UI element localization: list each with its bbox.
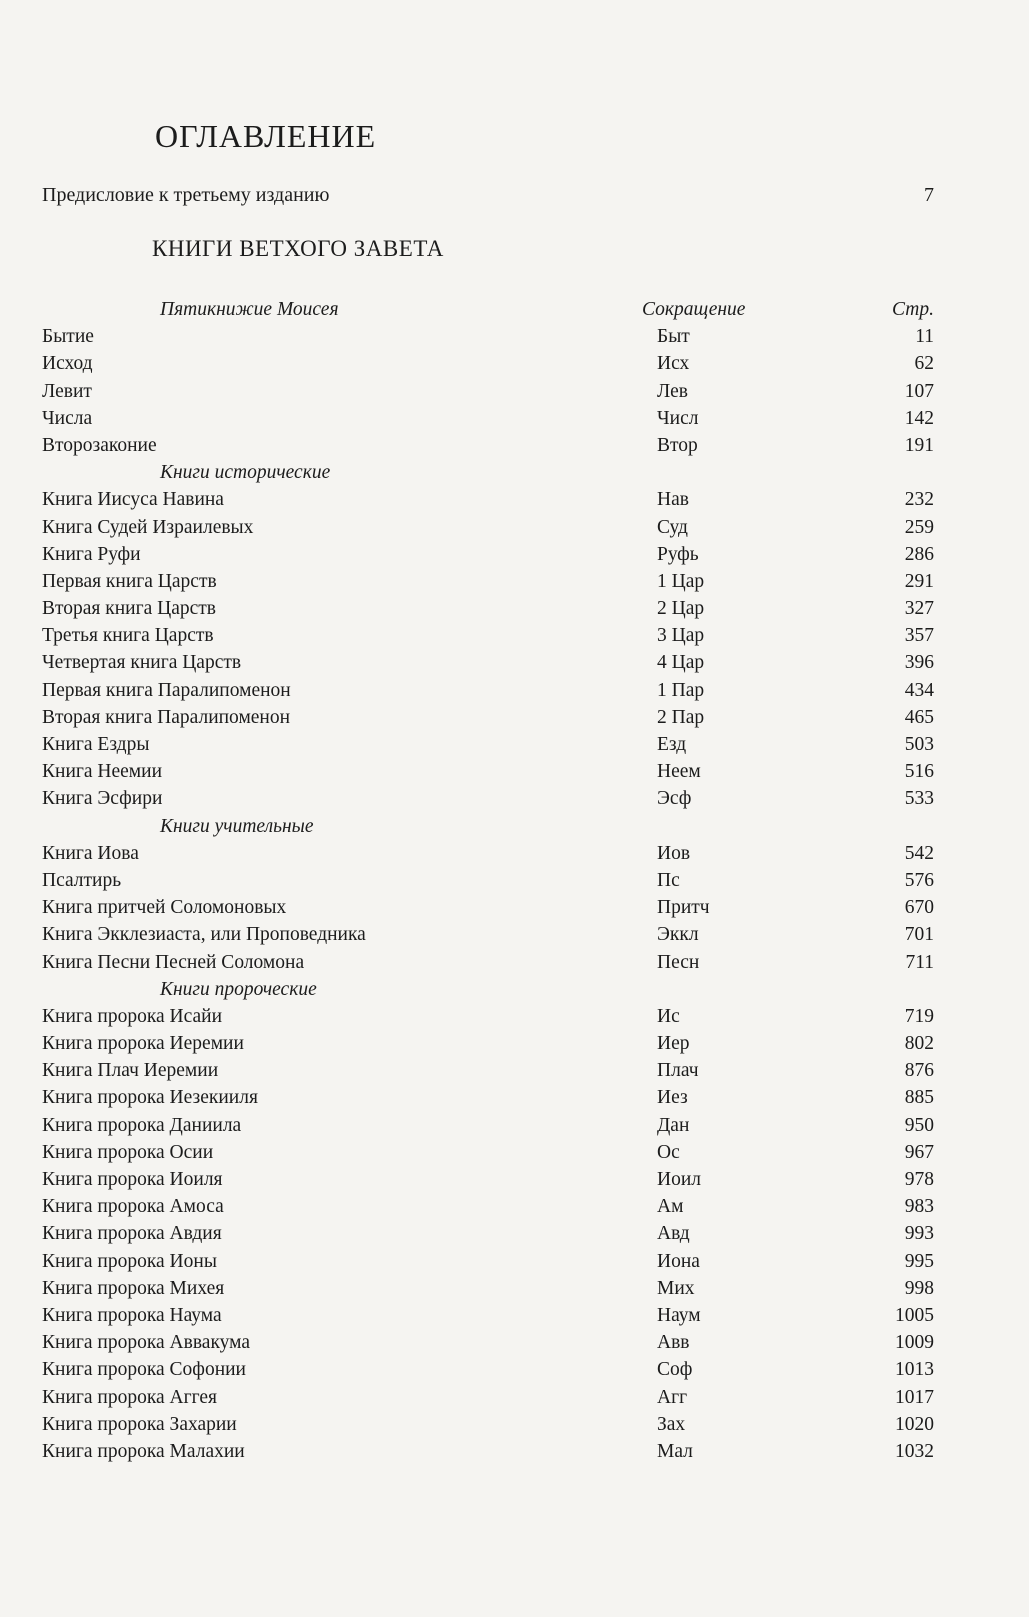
toc-entry[interactable]	[42, 568, 934, 595]
toc-entry[interactable]	[42, 1275, 934, 1302]
column-header-abbreviation: Сокращение	[642, 299, 746, 320]
book-title: Книга пророка Осии	[42, 1141, 214, 1163]
toc-entry[interactable]	[42, 649, 934, 676]
book-page-number: 1013	[895, 1359, 934, 1381]
book-abbreviation: Пс	[657, 869, 680, 891]
toc-entry[interactable]	[42, 486, 934, 513]
book-abbreviation: Втор	[657, 434, 698, 456]
book-title: Второзаконие	[42, 434, 157, 456]
book-page-number: 1032	[895, 1440, 934, 1462]
book-page-number: 62	[914, 353, 934, 375]
book-abbreviation: Исх	[657, 353, 690, 375]
toc-entry[interactable]	[42, 1166, 934, 1193]
toc-entry[interactable]	[42, 1384, 934, 1411]
book-title: Бытие	[42, 326, 94, 348]
book-title: Книга пророка Наума	[42, 1304, 222, 1326]
book-page-number: 465	[904, 706, 934, 728]
group-header	[42, 976, 934, 1003]
toc-entry[interactable]	[42, 1003, 934, 1030]
book-title: Книга пророка Даниила	[42, 1114, 242, 1136]
book-title: Первая книга Царств	[42, 570, 217, 592]
book-title: Левит	[42, 380, 92, 402]
book-abbreviation: Мих	[657, 1277, 695, 1299]
toc-entry[interactable]	[42, 921, 934, 948]
toc-entry[interactable]	[42, 1356, 934, 1383]
book-page-number: 533	[904, 788, 934, 810]
toc-entry[interactable]	[42, 1139, 934, 1166]
book-title: Книга пророка Захарии	[42, 1413, 237, 1435]
toc-entry[interactable]	[42, 350, 934, 377]
book-abbreviation: Ис	[657, 1005, 680, 1027]
book-title: Книга пророка Исайи	[42, 1005, 223, 1027]
book-abbreviation: Притч	[657, 897, 710, 919]
book-abbreviation: Иоил	[657, 1169, 701, 1190]
book-title: Четвертая книга Царств	[42, 652, 242, 674]
book-page-number: 983	[904, 1196, 934, 1218]
book-title: Третья книга Царств	[42, 625, 214, 647]
book-page-number: 1005	[895, 1304, 934, 1326]
book-abbreviation: 4 Цар	[657, 652, 705, 674]
book-abbreviation: Нав	[657, 489, 689, 511]
toc-entry[interactable]	[42, 323, 934, 350]
book-title: Книга Песни Песней Соломона	[42, 951, 305, 973]
book-title: Книга пророка Аввакума	[42, 1332, 250, 1354]
group-title: Книги пророческие	[160, 978, 317, 1000]
book-page-number: 516	[904, 761, 934, 783]
toc-entry[interactable]	[42, 731, 934, 758]
book-title: Книга притчей Соломоновых	[42, 897, 287, 919]
book-page-number: 1020	[895, 1413, 934, 1435]
book-abbreviation: Езд	[657, 734, 687, 755]
book-abbreviation: Быт	[657, 326, 690, 348]
toc-entry[interactable]	[42, 595, 934, 622]
toc-entry[interactable]	[42, 1057, 934, 1084]
book-title: Книга Плач Иеремии	[42, 1060, 219, 1082]
book-page-number: 286	[904, 543, 934, 565]
book-title: Псалтирь	[42, 869, 122, 891]
book-page-number: 142	[904, 407, 934, 429]
section-title: КНИГИ ВЕТХОГО ЗАВЕТА	[152, 236, 444, 261]
book-title: Числа	[42, 407, 93, 429]
book-page-number: 107	[904, 380, 934, 402]
book-page-number: 1009	[895, 1332, 934, 1354]
toc-entry[interactable]	[42, 840, 934, 867]
book-page-number: 232	[904, 489, 934, 511]
preface-page: 7	[924, 184, 934, 206]
book-page-number: 1017	[895, 1386, 934, 1408]
table-of-contents	[42, 296, 934, 1465]
book-abbreviation: Иов	[657, 842, 691, 864]
book-page-number: 701	[904, 924, 934, 946]
book-abbreviation: Иона	[657, 1250, 700, 1272]
group-title: Книги исторические	[160, 462, 331, 484]
book-abbreviation: Авд	[657, 1223, 690, 1245]
book-abbreviation: Иер	[657, 1033, 690, 1055]
toc-entry[interactable]	[42, 894, 934, 921]
toc-entry[interactable]	[42, 1220, 934, 1247]
book-abbreviation: 1 Цар	[657, 570, 705, 592]
toc-entry[interactable]	[42, 1329, 934, 1356]
book-abbreviation: Руфь	[657, 543, 699, 565]
toc-entry[interactable]	[42, 949, 934, 976]
toc-entry[interactable]	[42, 1248, 934, 1275]
book-abbreviation: Ам	[657, 1196, 684, 1218]
toc-entry[interactable]	[42, 1302, 934, 1329]
book-abbreviation: Агг	[657, 1386, 688, 1408]
book-abbreviation: Зах	[657, 1413, 686, 1435]
toc-entry[interactable]	[42, 704, 934, 731]
book-title: Вторая книга Паралипоменон	[42, 706, 291, 728]
book-page-number: 670	[904, 897, 934, 919]
group-header	[42, 459, 934, 486]
book-page-number: 950	[904, 1114, 934, 1136]
book-page-number: 11	[915, 326, 934, 348]
book-page-number: 291	[904, 570, 934, 592]
group-header	[42, 296, 934, 323]
group-header	[42, 813, 934, 840]
toc-entry[interactable]	[42, 405, 934, 432]
book-page-number: 396	[904, 652, 934, 674]
toc-entry[interactable]	[42, 1193, 934, 1220]
book-title: Книга Ездры	[42, 734, 150, 755]
book-abbreviation: Эсф	[657, 788, 692, 810]
book-page-number: 576	[904, 869, 934, 891]
toc-entry[interactable]	[42, 867, 934, 894]
book-abbreviation: Ос	[657, 1141, 680, 1163]
book-abbreviation: 2 Цар	[657, 598, 705, 620]
book-title: Книга Иисуса Навина	[42, 489, 224, 511]
book-abbreviation: Неем	[657, 761, 701, 783]
toc-entry[interactable]	[42, 677, 934, 704]
book-page-number: 885	[904, 1087, 934, 1109]
book-page-number: 802	[904, 1033, 934, 1055]
book-abbreviation: Суд	[657, 516, 688, 538]
toc-entry[interactable]	[42, 758, 934, 785]
book-title: Книга Иова	[42, 842, 139, 864]
toc-entry[interactable]	[42, 785, 934, 812]
book-title: Книга Эсфири	[42, 788, 163, 810]
book-abbreviation: Песн	[657, 951, 700, 973]
toc-entry[interactable]	[42, 1438, 934, 1465]
book-title: Книга пророка Михея	[42, 1277, 225, 1299]
book-title: Исход	[42, 353, 93, 375]
book-abbreviation: Авв	[657, 1332, 690, 1354]
book-page-number: 967	[904, 1141, 934, 1163]
toc-entry[interactable]	[42, 1084, 934, 1111]
book-abbreviation: Плач	[657, 1060, 699, 1082]
book-title: Первая книга Паралипоменон	[42, 679, 291, 701]
group-title: Книги учительные	[160, 815, 314, 837]
book-title: Вторая книга Царств	[42, 598, 217, 620]
toc-entry[interactable]	[42, 1030, 934, 1057]
book-abbreviation: Мал	[657, 1440, 693, 1462]
page-title: ОГЛАВЛЕНИЕ	[155, 118, 377, 154]
book-abbreviation: Иез	[657, 1087, 688, 1109]
book-abbreviation: Числ	[657, 407, 699, 429]
book-title: Книга Судей Израилевых	[42, 516, 254, 538]
toc-entry[interactable]	[42, 514, 934, 541]
book-title: Книга пророка Авдия	[42, 1223, 222, 1245]
book-title: Книга пророка Софонии	[42, 1359, 246, 1381]
book-abbreviation: Эккл	[657, 924, 699, 946]
book-page-number: 876	[904, 1060, 934, 1082]
book-title: Книга пророка Иеремии	[42, 1033, 244, 1055]
book-page-number: 993	[904, 1223, 934, 1245]
book-page-number: 327	[904, 598, 934, 620]
book-abbreviation: Дан	[657, 1114, 690, 1136]
toc-entry[interactable]	[42, 1411, 934, 1438]
book-title: Книга пророка Аггея	[42, 1386, 217, 1408]
book-page-number: 711	[905, 951, 934, 973]
book-page-number: 434	[904, 679, 934, 701]
book-page-number: 978	[904, 1169, 934, 1190]
toc-entry[interactable]	[42, 541, 934, 568]
book-abbreviation: 1 Пар	[657, 679, 705, 701]
book-abbreviation: 3 Цар	[657, 625, 705, 647]
book-title: Книга пророка Ионы	[42, 1250, 217, 1272]
book-abbreviation: 2 Пар	[657, 706, 705, 728]
book-page-number: 357	[904, 625, 934, 647]
book-title: Книга пророка Амоса	[42, 1196, 224, 1218]
toc-entry[interactable]	[42, 432, 934, 459]
book-title: Книга Неемии	[42, 761, 163, 783]
book-title: Книга Экклезиаста, или Проповедника	[42, 924, 366, 946]
book-page-number: 542	[904, 842, 934, 864]
book-page-number: 719	[904, 1005, 934, 1027]
book-abbreviation: Лев	[657, 380, 688, 402]
book-title: Книга Руфи	[42, 543, 141, 565]
toc-entry[interactable]	[42, 622, 934, 649]
column-header-page: Стр.	[892, 299, 934, 320]
book-title: Книга пророка Иезекииля	[42, 1087, 258, 1109]
toc-entry[interactable]	[42, 1112, 934, 1139]
book-page-number: 998	[904, 1277, 934, 1299]
book-page-number: 191	[904, 434, 934, 456]
book-page-number: 259	[904, 516, 934, 538]
preface-entry[interactable]	[42, 184, 934, 207]
book-page-number: 995	[904, 1250, 934, 1272]
book-title: Книга пророка Малахии	[42, 1440, 245, 1462]
book-abbreviation: Наум	[657, 1304, 701, 1326]
book-abbreviation: Соф	[657, 1359, 693, 1381]
group-title: Пятикнижие Моисея	[160, 299, 339, 320]
preface-title: Предисловие к третьему изданию	[42, 184, 330, 206]
toc-entry[interactable]	[42, 378, 934, 405]
book-page-number: 503	[904, 734, 934, 755]
book-title: Книга пророка Иоиля	[42, 1169, 223, 1190]
